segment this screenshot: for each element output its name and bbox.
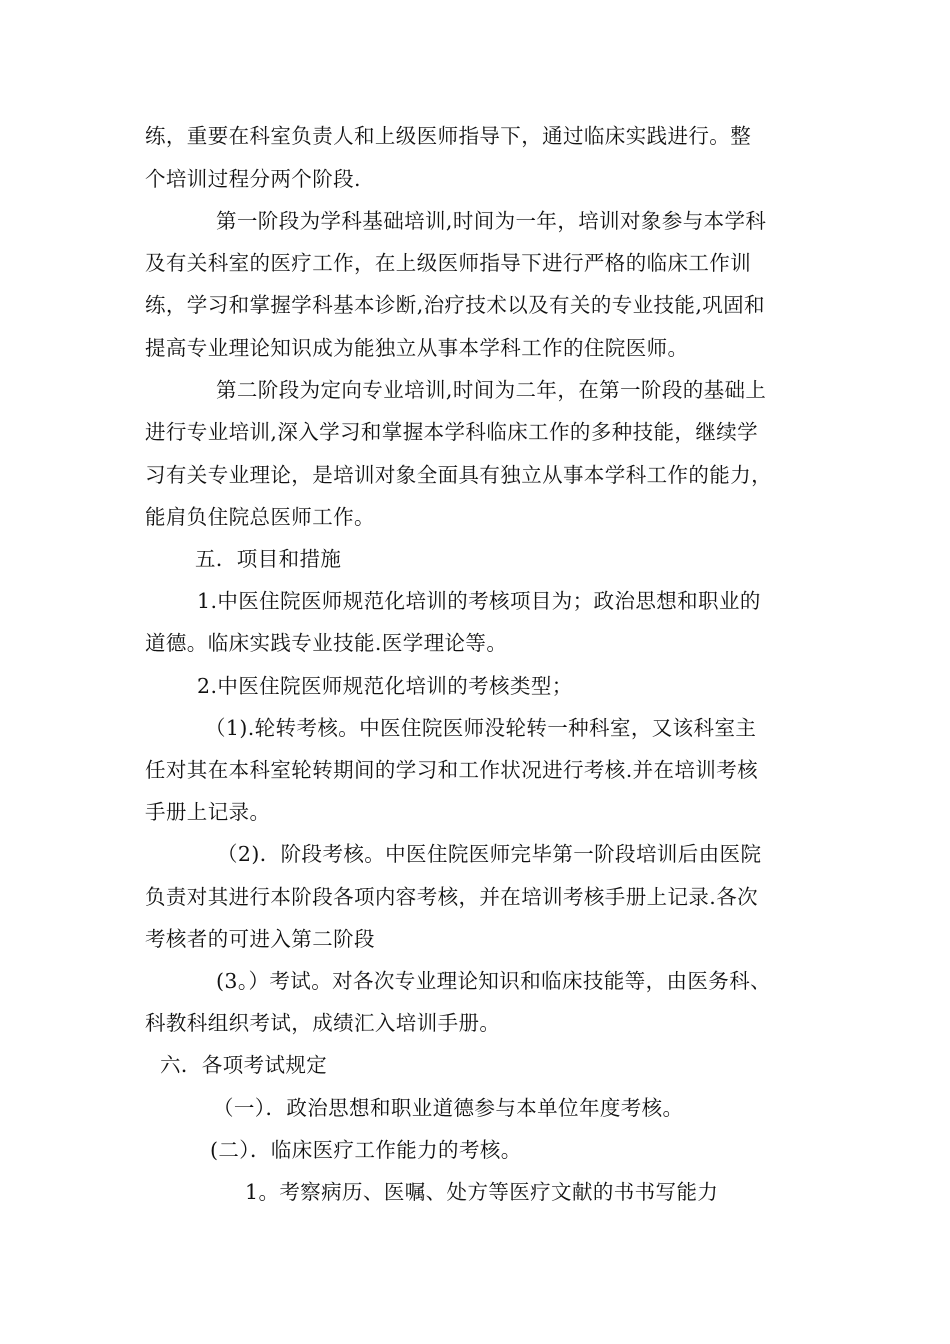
text-line: 第二阶段为定向专业培训,时间为二年，在第一阶段的基础上: [216, 378, 767, 402]
text-line: 负责对其进行本阶段各项内容考核，并在培训考核手册上记录.各次: [145, 885, 759, 909]
text-line: 练，重要在科室负责人和上级医师指导下，通过临床实践进行。整: [145, 124, 752, 148]
text-line: 1.中医住院医师规范化培训的考核项目为；政治思想和职业的: [197, 589, 761, 613]
text-line: 提高专业理论知识成为能独立从事本学科工作的住院医师。: [145, 336, 689, 360]
text-line: 科教科组织考试，成绩汇入培训手册。: [145, 1011, 501, 1035]
text-line: 2.中医住院医师规范化培训的考核类型；: [197, 674, 573, 698]
text-line: 习有关专业理论，是培训对象全面具有独立从事本学科工作的能力，: [145, 463, 772, 487]
section-heading: 六．各项考试规定: [160, 1053, 328, 1077]
text-line: 及有关科室的医疗工作，在上级医师指导下进行严格的临床工作训: [145, 251, 752, 275]
text-line: (二）．临床医疗工作能力的考核。: [210, 1138, 522, 1162]
text-line: 个培训过程分两个阶段.: [145, 167, 361, 191]
text-line: 1。考察病历、医嘱、处方等医疗文献的书书写能力: [245, 1180, 719, 1204]
text-line: 任对其在本科室轮转期间的学习和工作状况进行考核.并在培训考核: [145, 758, 759, 782]
text-line: 道德。临床实践专业技能.医学理论等。: [145, 631, 508, 655]
section-heading: 五．项目和措施: [195, 547, 342, 571]
text-line: 考核者的可进入第二阶段: [145, 927, 375, 951]
text-line: 手册上记录。: [145, 800, 271, 824]
text-line: （2)．阶段考核。中医住院医师完毕第一阶段培训后由医院: [217, 842, 762, 866]
text-line: 能肩负住院总医师工作。: [145, 505, 375, 529]
text-line: (3。）考试。对各次专业理论知识和临床技能等，由医务科、: [216, 969, 771, 993]
text-line: （一）．政治思想和职业道德参与本单位年度考核。: [213, 1096, 684, 1120]
text-line: 练，学习和掌握学科基本诊断,治疗技术以及有关的专业技能,巩固和: [145, 293, 765, 317]
text-line: 进行专业培训,深入学习和掌握本学科临床工作的多种技能，继续学: [145, 420, 759, 444]
text-line: （1).轮转考核。中医住院医师没轮转一种科室，又该科室主: [205, 716, 757, 740]
text-line: 第一阶段为学科基础培训,时间为一年，培训对象参与本学科: [216, 209, 767, 233]
